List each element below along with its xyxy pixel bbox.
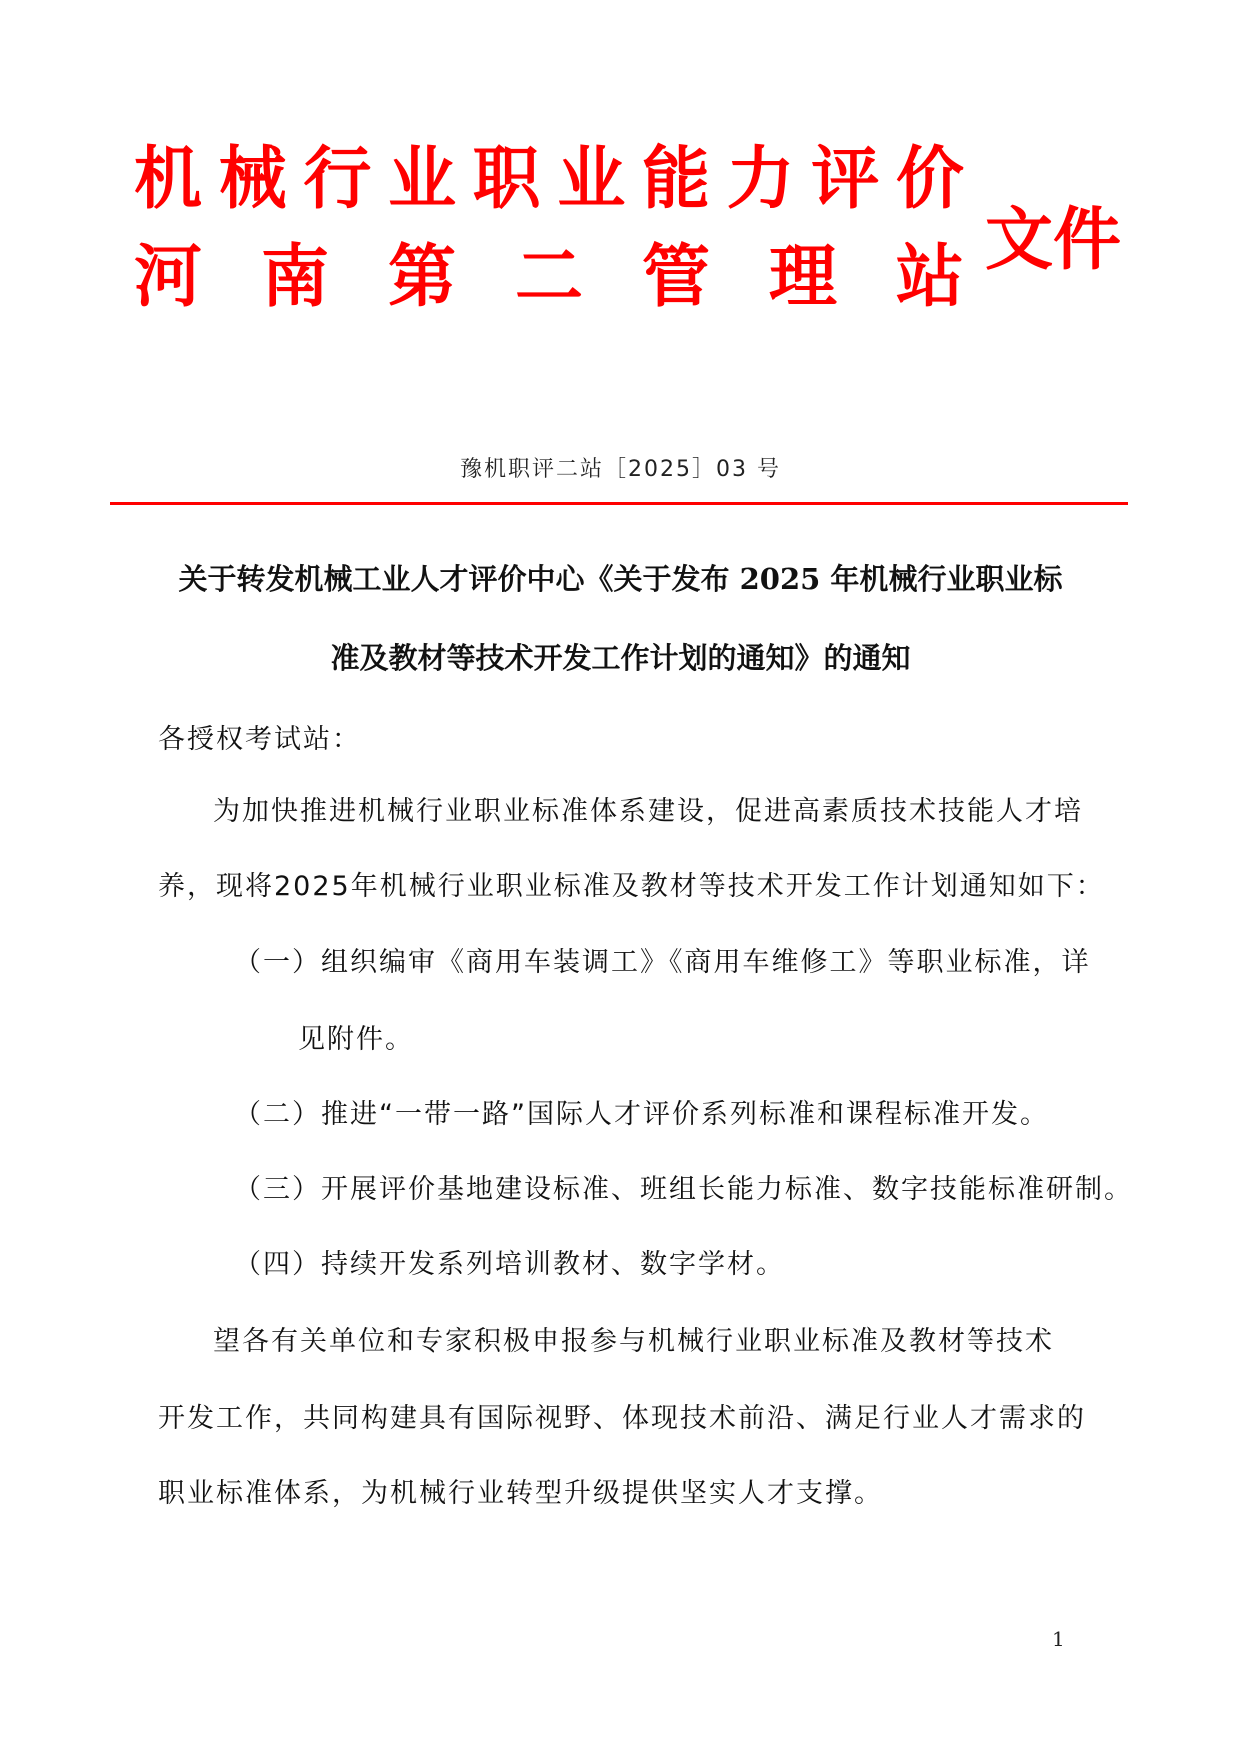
paragraph-2-line-2: 开发工作，共同构建具有国际视野、体现技术前沿、满足行业人才需求的 — [158, 1403, 1086, 1434]
salutation: 各授权考试站： — [158, 724, 361, 755]
red-divider-line — [110, 502, 1128, 505]
paragraph-1-line-1: 为加快推进机械行业职业标准体系建设，促进高素质技术技能人才培 — [213, 796, 1083, 827]
organization-name-line-1 — [134, 130, 964, 228]
org-char: 业 — [557, 139, 626, 219]
org-char: 评 — [811, 139, 880, 219]
org-char: 行 — [303, 139, 372, 219]
org-char: 管 — [641, 237, 710, 317]
org-char: 南 — [260, 237, 329, 317]
org-char: 械 — [218, 139, 287, 219]
document-title-line-1: 关于转发机械工业人才评价中心《关于发布 2025 年机械行业职业标 — [178, 562, 1063, 596]
paragraph-2-line-3: 职业标准体系，为机械行业转型升级提供坚实人才支撑。 — [158, 1478, 883, 1509]
list-item-1-line-1: （一）组织编审《商用车装调工》《商用车维修工》等职业标准，详 — [234, 947, 1091, 978]
org-char: 职 — [472, 139, 541, 219]
paragraph-2-line-1: 望各有关单位和专家积极申报参与机械行业职业标准及教材等技术 — [213, 1326, 1054, 1357]
list-item-3: （三）开展评价基地建设标准、班组长能力标准、数字技能标准研制。 — [234, 1174, 1133, 1205]
paragraph-1-line-2: 养，现将2025年机械行业职业标准及教材等技术开发工作计划通知如下： — [158, 871, 1105, 902]
document-title-line-2: 准及教材等技术开发工作计划的通知》的通知 — [330, 641, 911, 675]
document-label: 文件 — [985, 200, 1122, 280]
org-char: 机 — [134, 139, 203, 219]
org-char: 力 — [726, 139, 795, 219]
page-number: 1 — [1052, 1627, 1065, 1651]
document-number: 豫机职评二站［2025］03 号 — [460, 457, 781, 482]
org-char: 站 — [895, 237, 964, 317]
org-char: 第 — [387, 237, 456, 317]
org-char: 业 — [387, 139, 456, 219]
issuing-organization — [134, 130, 964, 326]
org-char: 理 — [768, 237, 837, 317]
org-char: 能 — [641, 139, 710, 219]
org-char: 价 — [895, 139, 964, 219]
organization-name-line-2 — [134, 228, 964, 326]
list-item-1-line-2: 见附件。 — [298, 1024, 414, 1055]
org-char: 二 — [514, 237, 583, 317]
list-item-4: （四）持续开发系列培训教材、数字学材。 — [234, 1249, 785, 1280]
org-char: 河 — [134, 237, 203, 317]
list-item-2: （二）推进“一带一路”国际人才评价系列标准和课程标准开发。 — [234, 1099, 1049, 1130]
